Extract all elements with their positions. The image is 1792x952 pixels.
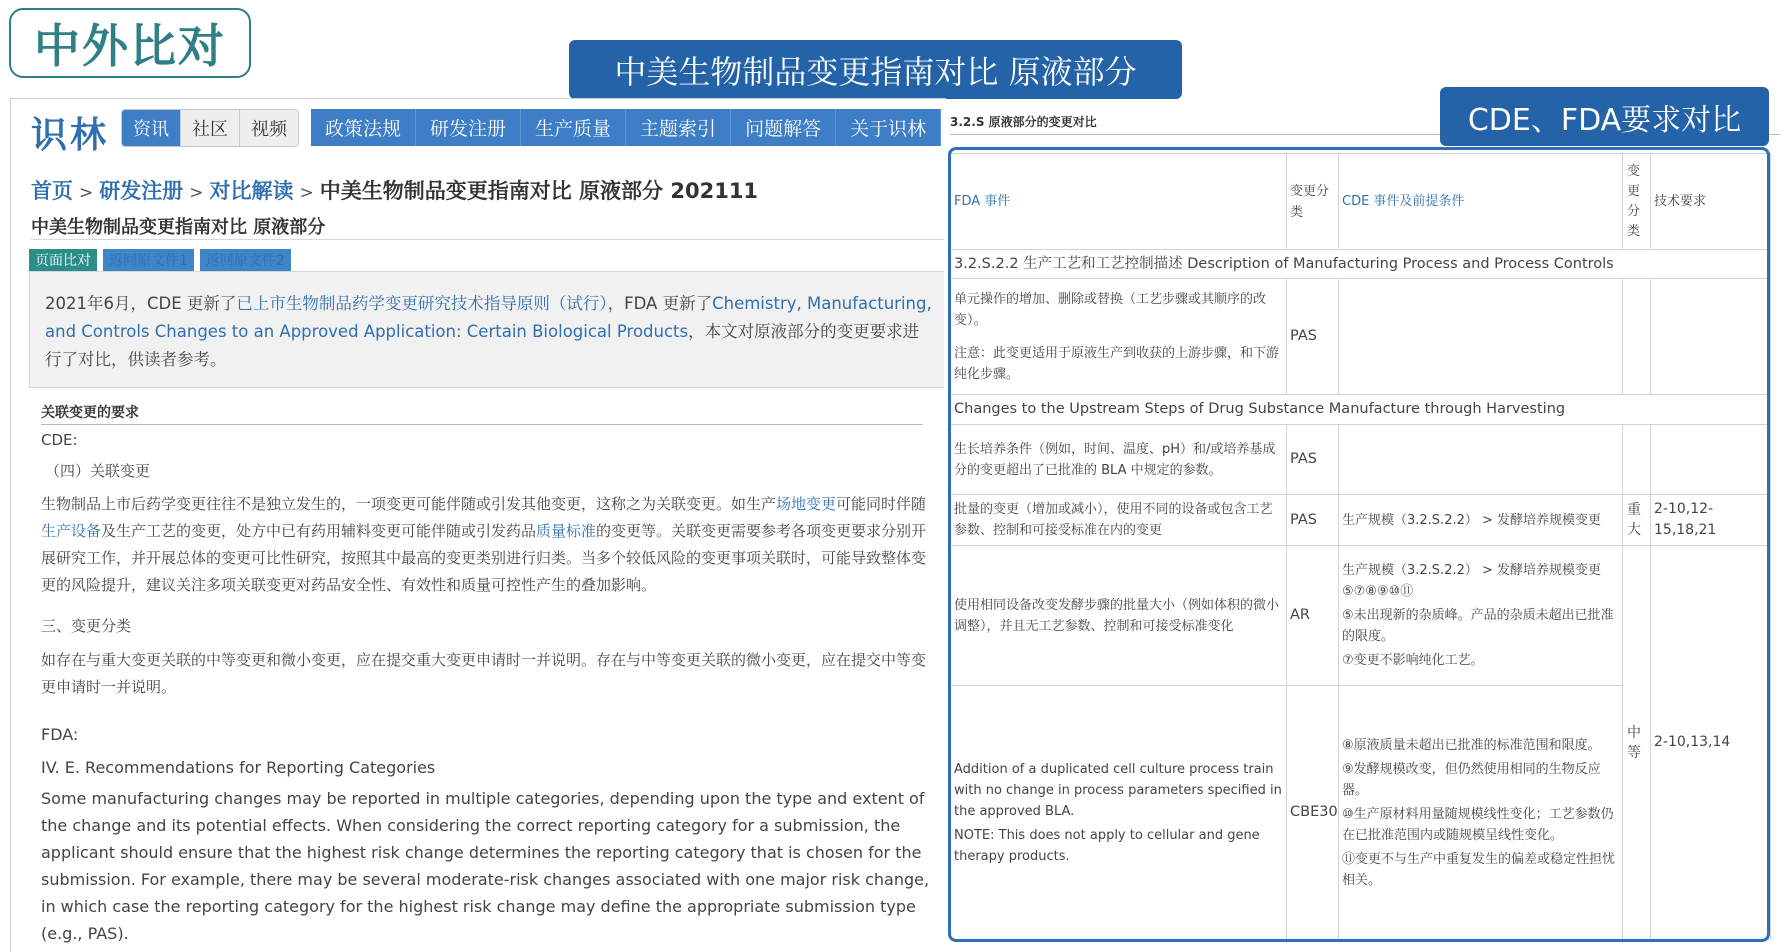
cell-cde-event bbox=[1339, 546, 1623, 686]
cell-text: Addition of a duplicated cell culture process train with no change in process parameters specified in the approved BLA. bbox=[954, 761, 1282, 819]
fda-subheading: IV. E. Recommendations for Reporting Categories bbox=[41, 758, 436, 777]
cell-fda-category: PAS bbox=[1287, 495, 1339, 546]
section-heading: 关联变更的要求 bbox=[41, 405, 139, 421]
cell-tech-requirements: 2-10,12-15,18,21 bbox=[1651, 495, 1771, 546]
back-to-source2-button[interactable]: 返回原文件2 bbox=[200, 249, 291, 271]
cell-fda-event bbox=[951, 686, 1287, 940]
section-divider bbox=[41, 424, 923, 425]
page-title: 中美生物制品变更指南对比 原液部分 bbox=[31, 217, 326, 238]
page-compare-button[interactable]: 页面比对 bbox=[29, 249, 97, 271]
intro-text: 2021年6月，CDE 更新了 bbox=[45, 294, 237, 313]
table-section-row bbox=[951, 395, 1771, 425]
header-fda-category: 变更分类 bbox=[1287, 154, 1339, 250]
breadcrumb-separator: > bbox=[299, 183, 314, 203]
breadcrumb-comparison[interactable]: 对比解读 bbox=[209, 179, 294, 203]
header-tech-requirements: 技术要求 bbox=[1651, 154, 1771, 250]
intro-link-cde-guideline[interactable]: 已上市生物制品药学变更研究技术指导原则（试行） bbox=[236, 294, 608, 313]
breadcrumb-separator: > bbox=[79, 183, 94, 203]
cell-text: ⑤未出现新的杂质峰。产品的杂质未超出已批准的限度。 bbox=[1342, 608, 1614, 644]
cell-text: ⑩生产原材料用量随规模线性变化；工艺参数仍在已批准范围内或随规模呈线性变化。 bbox=[1342, 806, 1614, 843]
comparison-table bbox=[950, 153, 1771, 940]
table-row bbox=[951, 425, 1771, 495]
nav-item-policy[interactable]: 政策法规 bbox=[311, 109, 416, 146]
cell-cde-category bbox=[1623, 279, 1651, 395]
cell-fda-event: 生长培养条件（例如，时间、温度、pH）和/或培养基成分的变更超出了已批准的 BLA 中规定的参数。 bbox=[951, 425, 1287, 495]
cde-subheading: （四）关联变更 bbox=[45, 462, 151, 480]
link-site-change[interactable]: 场地变更 bbox=[776, 495, 837, 513]
section-tab-news[interactable]: 资讯 bbox=[122, 110, 181, 146]
link-quality-standard[interactable]: 质量标准 bbox=[536, 522, 597, 540]
cell-text: NOTE: This does not apply to cellular and gene therapy products. bbox=[954, 827, 1260, 864]
cde-subheading-classification: 三、变更分类 bbox=[41, 617, 132, 635]
intro-text: ，FDA 更新了 bbox=[607, 294, 713, 313]
cell-text: 生产规模（3.2.S.2.2） > 发酵培养规模变更 ⑤⑦⑧⑨⑩⑪ bbox=[1342, 563, 1602, 599]
intro-box bbox=[29, 271, 946, 388]
cell-cde-event bbox=[1339, 686, 1623, 940]
cde-paragraph-related-changes bbox=[41, 491, 931, 599]
cell-cde-event: 生产规模（3.2.S.2.2） > 发酵培养规模变更 bbox=[1339, 495, 1623, 546]
paragraph-text: 及生产工艺的变更，处方中已有药用辅料变更可能伴随或引发药品 bbox=[101, 522, 537, 540]
table-row bbox=[951, 279, 1771, 395]
slide-banner-top: 中美生物制品变更指南对比 原液部分 bbox=[569, 40, 1182, 99]
main-nav bbox=[311, 109, 941, 146]
cell-cde-event bbox=[1339, 425, 1623, 495]
slide-tag bbox=[9, 8, 251, 78]
fda-label: FDA: bbox=[41, 725, 79, 744]
breadcrumb-rd[interactable]: 研发注册 bbox=[99, 179, 184, 203]
action-buttons bbox=[29, 249, 291, 271]
document-heading: 3.2.S 原液部分的变更对比 bbox=[950, 115, 1097, 129]
cell-text: 单元操作的增加、删除或替换（工艺步骤或其顺序的改变）。 bbox=[954, 291, 1267, 328]
slide-banner-right: CDE、FDA要求对比 bbox=[1440, 87, 1769, 146]
cell-tech-requirements bbox=[1651, 279, 1771, 395]
cell-cde-category bbox=[1623, 425, 1651, 495]
table-row bbox=[951, 546, 1771, 686]
paragraph-text: 生物制品上市后药学变更往往不是独立发生的，一项变更可能伴随或引发其他变更，这称之为关联变更。如生产 bbox=[41, 495, 777, 513]
nav-item-topic-index[interactable]: 主题索引 bbox=[626, 109, 731, 146]
cell-text: ⑨发酵规模改变，但仍然使用相同的生物反应器。 bbox=[1342, 761, 1601, 798]
cell-fda-category: PAS bbox=[1287, 425, 1339, 495]
cell-tech-requirements: 2-10,13,14 bbox=[1651, 546, 1771, 940]
header-fda-event: FDA 事件 bbox=[951, 154, 1287, 250]
table-row bbox=[951, 495, 1771, 546]
cell-cde-category: 中等 bbox=[1623, 546, 1651, 940]
cell-fda-event: 使用相同设备改变发酵步骤的批量大小（例如体积的微小调整），并且无工艺参数、控制和可接受标准变化 bbox=[951, 546, 1287, 686]
section-upstream-steps: Changes to the Upstream Steps of Drug Substance Manufacture through Harvesting bbox=[951, 395, 1771, 425]
cell-fda-event bbox=[951, 279, 1287, 395]
table-header-row bbox=[951, 154, 1771, 250]
intro-text: ，本文对原液部分的变更要求进行了对比，供读者参考。 bbox=[45, 322, 920, 369]
breadcrumb bbox=[31, 175, 758, 205]
slide-tag-label: 中外比对 bbox=[34, 19, 226, 73]
header-cde-event: CDE 事件及前提条件 bbox=[1339, 154, 1623, 250]
paragraph-text: 的变更等。关联变更需要参考各项变更要求分别开展研究工作，并开展总体的变更可比性研究，按照其中最高的变更类别进行归类。当多个较低风险的变更事项关联时，可能导致整体变更的风险提升，建议关注多项关联变更对药品安全性、有效性和质量可控性产生的叠加影响。 bbox=[41, 522, 927, 594]
section-tab-community[interactable]: 社区 bbox=[181, 110, 240, 146]
title-divider bbox=[31, 239, 946, 240]
breadcrumb-home[interactable]: 首页 bbox=[31, 179, 73, 203]
cell-cde-category: 重大 bbox=[1623, 495, 1651, 546]
cell-fda-category: AR bbox=[1287, 546, 1339, 686]
site-logo[interactable]: 识林 bbox=[31, 115, 110, 156]
cde-label: CDE: bbox=[41, 431, 78, 449]
cell-fda-event: 批量的变更（增加或减小），使用不同的设备或包含工艺参数、控制和可接受标准在内的变更 bbox=[951, 495, 1287, 546]
section-process-description: 3.2.S.2.2 生产工艺和工艺控制描述 Description of Manufacturing Process and Process Controls bbox=[951, 250, 1771, 279]
cell-tech-requirements bbox=[1651, 425, 1771, 495]
cell-text: ⑦变更不影响纯化工艺。 bbox=[1342, 653, 1484, 668]
cell-cde-event bbox=[1339, 279, 1623, 395]
fda-paragraph: Some manufacturing changes may be reported in multiple categories, depending upon the type and extent of the change and its potential effects. When considering the correct reporting category for a submission, the applicant should ensure that the highest risk change determines the reporting category that is chosen for the submission. For example, there may be several moderate-risk changes associated with one major risk change, in which case the reporting category for the highest risk change may define the appropriate submission type (e.g., PAS). bbox=[41, 789, 930, 943]
cell-text: ⑧原液质量未超出已批准的标准范围和限度。 bbox=[1342, 737, 1601, 753]
paragraph-text: 可能同时伴随 bbox=[836, 495, 927, 513]
section-switcher bbox=[121, 109, 299, 147]
cell-fda-category: PAS bbox=[1287, 279, 1339, 395]
breadcrumb-current: 中美生物制品变更指南对比 原液部分 202111 bbox=[319, 179, 759, 203]
cde-paragraph-classification: 如存在与重大变更关联的中等变更和微小变更，应在提交重大变更申请时一并说明。存在与中等变更关联的微小变更，应在提交中等变更申请时一并说明。 bbox=[41, 651, 927, 696]
breadcrumb-separator: > bbox=[189, 183, 204, 203]
section-tab-video[interactable]: 视频 bbox=[240, 110, 298, 146]
cell-fda-category: CBE30 bbox=[1287, 686, 1339, 940]
nav-item-about[interactable]: 关于识林 bbox=[836, 109, 941, 146]
nav-item-production-quality[interactable]: 生产质量 bbox=[521, 109, 626, 146]
header-cde-category: 变更分类 bbox=[1623, 154, 1651, 250]
cell-text: 注意：此变更适用于原液生产到收获的上游步骤，和下游纯化步骤。 bbox=[954, 345, 1280, 382]
intro-link-fda-guidance[interactable]: Chemistry, Manufacturing, and Controls Changes to an Approved Application: Certain Biological Products bbox=[45, 294, 932, 341]
cell-text: ⑪变更不与生产中重复发生的偏差或稳定性担忧相关。 bbox=[1342, 851, 1616, 888]
table-section-row bbox=[951, 250, 1771, 279]
back-to-source1-button[interactable]: 返回原文件1 bbox=[103, 249, 194, 271]
website-panel bbox=[10, 98, 946, 952]
nav-item-rd-registration[interactable]: 研发注册 bbox=[416, 109, 521, 146]
nav-item-qa[interactable]: 问题解答 bbox=[731, 109, 836, 146]
link-production-equipment[interactable]: 生产设备 bbox=[41, 522, 102, 540]
